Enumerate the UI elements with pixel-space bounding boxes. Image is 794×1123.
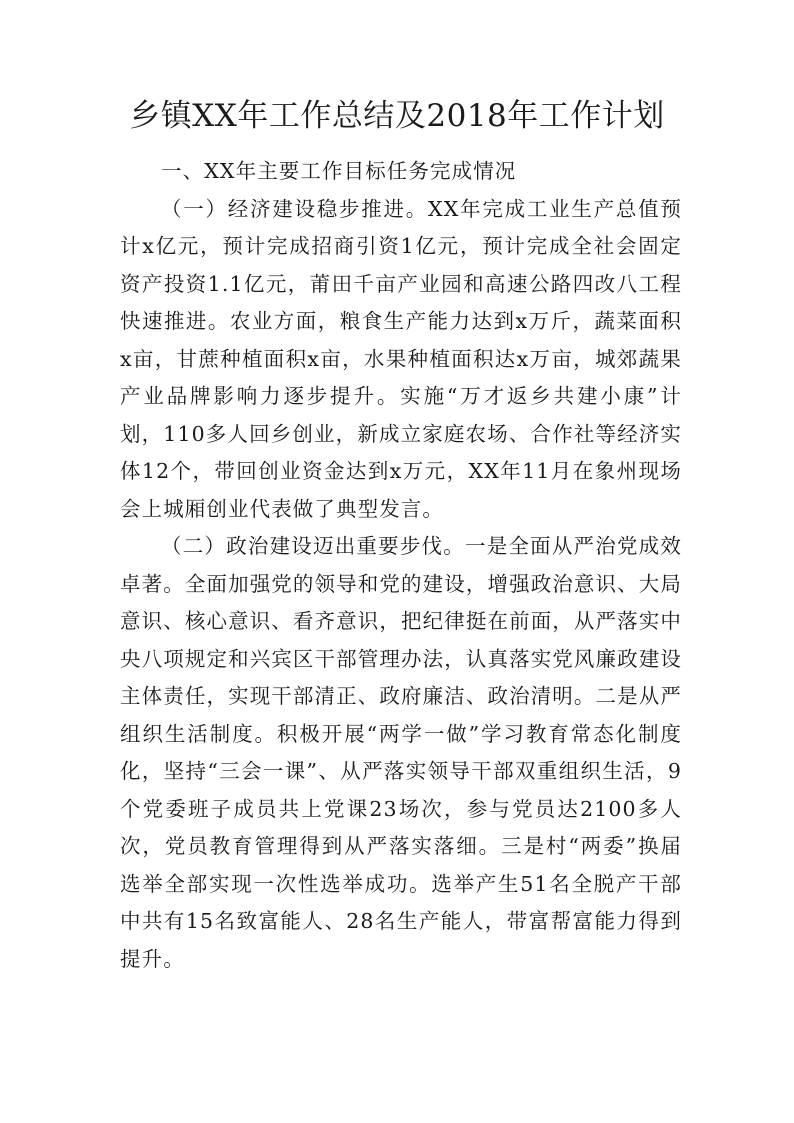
paragraph-politics: （二）政治建设迈出重要步伐。一是全面从严治党成效卓著。全面加强党的领导和党的建设，增强政治意识、大局意识、核心意识、看齐意识，把纪律挺在前面，从严落实中央八项规定和兴宾区干部管理办法，认真落实党风廉政建设主体责任，实现干部清正、政府廉洁、政治清明。二是从严组织生活制度。积极开展“两学一做”学习教育常态化制度化，坚持“三会一课”、从严落实领导干部双重组织生活，9个党委班子成员共上党课23场次，参与党员达2100多人次，党员教育管理得到从严落实落细。三是村“两委”换届选举全部实现一次性选举成功。选举产生51名全脱产干部中共有15名致富能人、28名生产能人，带富帮富能力得到提升。 — [120, 534, 682, 971]
section-heading: 一、XX年主要工作目标任务完成情况 — [161, 159, 517, 183]
document-body — [120, 153, 682, 978]
document-title: 乡镇XX年工作总结及2018年工作计划 — [129, 98, 665, 134]
paragraph-economy: （一）经济建设稳步推进。XX年完成工业生产总值预计x亿元，预计完成招商引资1亿元，预计完成全社会固定资产投资1.1亿元，莆田千亩产业园和高速公路四改八工程快速推进。农业方面，粮食生产能力达到x万斤，蔬菜面积x亩，甘蔗种植面积x亩，水果种植面积达x万亩，城郊蔬果产业品牌影响力逐步提升。实施“万才返乡共建小康”计划，110多人回乡创业，新成立家庭农场、合作社等经济实体12个，带回创业资金达到x万元，XX年11月在象州现场会上城厢创业代表做了典型发言。 — [120, 196, 682, 521]
